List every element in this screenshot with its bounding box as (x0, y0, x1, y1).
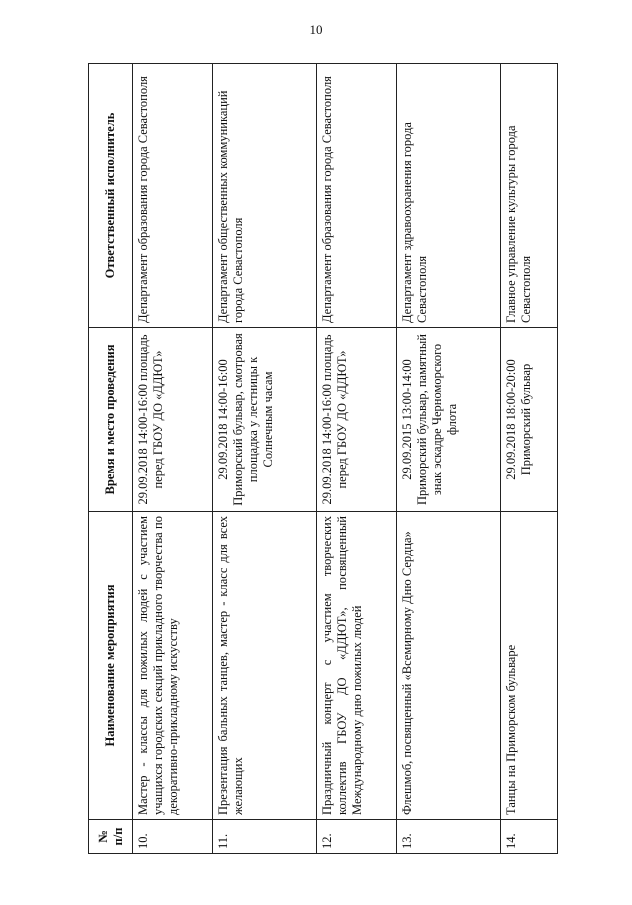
row-executor: Департамент образования города Севастополя (133, 64, 213, 328)
table-row (397, 64, 501, 854)
table-row (500, 64, 557, 854)
row-event: Праздничный концерт с участием творческих коллектив ГБОУ ДО «ДДЮТ», посвященный Международному дню пожилых людей (316, 512, 396, 820)
row-num: 14. (500, 820, 557, 854)
row-executor: Департамент здравоохранения города Севастополя (397, 64, 501, 328)
events-table (88, 63, 558, 854)
header-event: Наименование мероприятия (89, 512, 133, 820)
row-num: 13. (397, 820, 501, 854)
table-row (316, 64, 396, 854)
row-num: 11. (213, 820, 317, 854)
table-row (213, 64, 317, 854)
row-event: Флешмоб, посвященный «Всемирному Дню Сердца» (397, 512, 501, 820)
page-number: 10 (309, 22, 323, 37)
header-executor: Ответственный исполнитель (89, 64, 133, 328)
row-executor: Департамент общественных коммуникаций города Севастополя (213, 64, 317, 328)
header-num: № п/п (89, 820, 133, 854)
row-event: Презентация бальных танцев, мастер - класс для всех желающих (213, 512, 317, 820)
row-event: Мастер - классы для пожилых людей с участием учащихся городских секций прикладного творчества по декоративно-прикладному искусству (133, 512, 213, 820)
row-time: 29.09.2018 18:00-20:00 Приморский бульвар (500, 328, 557, 512)
row-time: 29.09.2018 14:00-16:00 площадь перед ГБОУ ДО «ДДЮТ» (316, 328, 396, 512)
row-executor: Главное управление культуры города Севастополя (500, 64, 557, 328)
row-event: Танцы на Приморском бульваре (500, 512, 557, 820)
table-header-row (89, 64, 133, 854)
row-num: 10. (133, 820, 213, 854)
row-time: 29.09.2015 13:00-14:00 Приморский бульвар, памятный знак эскадре Черноморского флота (397, 328, 501, 512)
row-time: 29.09.2018 14:00-16:00 Приморский бульвар, смотровая площадка у лестницы к Солнечным часам (213, 328, 317, 512)
table-row (133, 64, 213, 854)
row-num: 12. (316, 820, 396, 854)
row-executor: Департамент образования города Севастополя (316, 64, 396, 328)
header-time: Время и место проведения (89, 328, 133, 512)
row-time: 29.09.2018 14:00-16:00 площадь перед ГБОУ ДО «ДДЮТ» (133, 328, 213, 512)
rotated-table-container (88, 64, 558, 854)
